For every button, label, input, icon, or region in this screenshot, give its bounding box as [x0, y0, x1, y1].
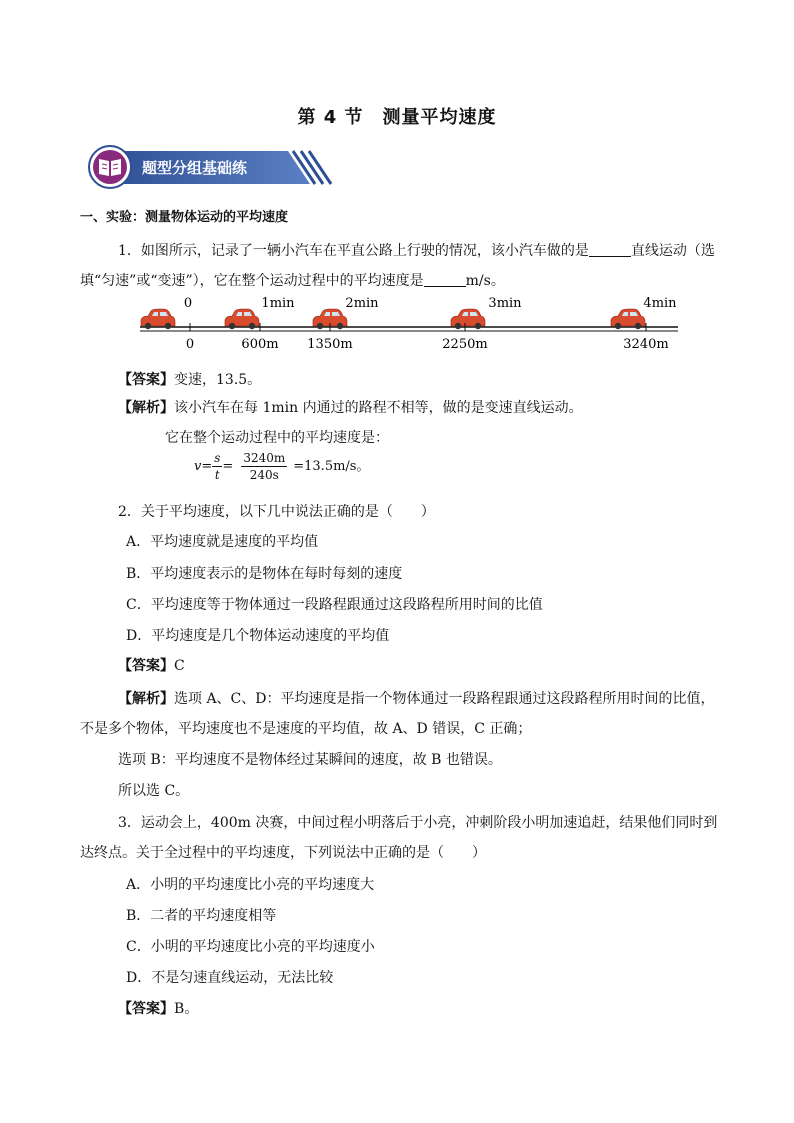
- q1-stem-line1: [118, 240, 715, 260]
- car-icon: [225, 309, 259, 329]
- q1-stem-line2: [80, 270, 505, 290]
- distance-label: 600m: [241, 337, 279, 352]
- q2-analysis-line2: 不是多个物体，平均速度也不是速度的平均值，故 A、D 错误，C 正确；: [80, 721, 532, 737]
- page-title: 第 4 节 测量平均速度: [297, 107, 497, 128]
- analysis-text: 选项 A、C、D：平均速度是指一个物体通过一段路程跟通过这段路程所用时间的比值，: [174, 691, 715, 707]
- time-label: 0: [183, 296, 193, 311]
- q3-option-a: A．小明的平均速度比小亮的平均速度大: [126, 877, 375, 893]
- q2-option-a: A．平均速度就是速度的平均值: [126, 534, 319, 550]
- answer-text: 变速，13.5。: [174, 372, 262, 388]
- road-figure: [140, 290, 680, 360]
- q2-analysis-line4: 所以选 C。: [118, 783, 190, 799]
- q2-stem: 2．关于平均速度，以下几中说法正确的是（ ）: [118, 504, 435, 520]
- time-label: 4min: [643, 296, 677, 311]
- q1-text-a: 1．如图所示，记录了一辆小汽车在平直公路上行驶的情况，该小汽车做的是: [118, 243, 589, 259]
- q1-text-c: 填“匀速”或“变速”），它在整个运动过程中的平均速度是: [80, 273, 424, 289]
- answer-tag: 【答案】: [118, 1001, 174, 1017]
- q3-option-c: C．小明的平均速度比小亮的平均速度小: [126, 939, 375, 955]
- formula-lhs: v=: [194, 459, 213, 474]
- speed-formula: v= $\frac{s}{t}$ = $\frac{3240m}{240s}$ =13.5m/s。: [194, 451, 370, 482]
- section-heading: 一、实验：测量物体运动的平均速度: [80, 210, 289, 225]
- formula-result: =13.5m/s。: [293, 459, 370, 474]
- q1-blank-2: [424, 272, 466, 287]
- answer-tag: 【答案】: [118, 372, 174, 388]
- q1-analysis-line2: 它在整个运动过程中的平均速度是：: [165, 430, 389, 446]
- formula-den: 240s: [249, 468, 279, 482]
- formula-st: [212, 450, 222, 483]
- q1-analysis: [118, 397, 583, 417]
- time-label: 2min: [345, 296, 379, 311]
- distance-label: 0: [185, 337, 195, 352]
- q2-analysis-line1: [118, 688, 715, 708]
- q2-answer: [118, 655, 185, 675]
- banner-label: 题型分组基础练: [142, 159, 248, 177]
- time-label: 3min: [488, 296, 522, 311]
- car-icon: [141, 309, 175, 329]
- distance-label: 2250m: [442, 337, 488, 352]
- q2-option-c: C．平均速度等于物体通过一段路程跟通过这段路程所用时间的比值: [126, 597, 543, 613]
- q3-stem-line2: 达终点。关于全过程中的平均速度，下列说法中正确的是（ ）: [80, 845, 486, 861]
- formula-s: s: [214, 451, 221, 465]
- q1-text-b: 直线运动（选: [630, 243, 715, 259]
- q3-option-b: B．二者的平均速度相等: [126, 908, 277, 924]
- distance-label: 1350m: [307, 337, 353, 352]
- answer-text: B。: [174, 1001, 199, 1017]
- analysis-text: 该小汽车在每 1min 内通过的路程不相等，做的是变速直线运动。: [174, 400, 583, 416]
- q2-option-d: D．平均速度是几个物体运动速度的平均值: [126, 628, 390, 644]
- formula-num: 3240m: [243, 451, 286, 465]
- answer-tag: 【答案】: [118, 658, 174, 674]
- car-icon: [451, 309, 485, 329]
- distance-label: 3240m: [623, 337, 669, 352]
- analysis-tag: 【解析】: [118, 400, 174, 416]
- analysis-tag: 【解析】: [118, 691, 174, 707]
- section-banner: [88, 145, 333, 190]
- q1-text-d: m/s。: [465, 273, 505, 289]
- q2-option-b: B．平均速度表示的是物体在每时每刻的速度: [126, 566, 403, 582]
- q3-answer: [118, 998, 198, 1018]
- formula-t: t: [214, 468, 220, 482]
- q3-option-d: D．不是匀速直线运动，无法比较: [126, 970, 334, 986]
- time-label: 1min: [261, 296, 295, 311]
- q3-stem-line1: 3．运动会上，400m 决赛，中间过程小明落后于小亮，冲刺阶段小明加速追赶，结果他们同时到: [118, 815, 718, 831]
- q1-answer: [118, 369, 261, 389]
- q2-analysis-line3: 选项 B：平均速度不是物体经过某瞬间的速度，故 B 也错误。: [118, 752, 502, 768]
- formula-fraction: [241, 450, 287, 483]
- car-icon: [611, 309, 645, 329]
- answer-text: C: [174, 658, 185, 674]
- q1-blank-1: [589, 242, 631, 257]
